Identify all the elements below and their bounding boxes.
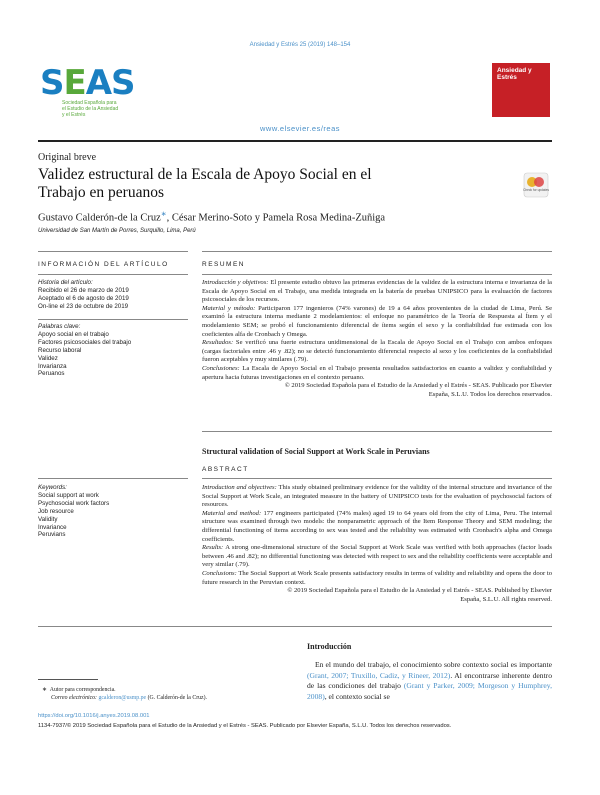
affiliation: Universidad de San Martín de Porres, Surquillo, Lima, Perú <box>38 228 196 234</box>
resumen-paragraph: Conclusiones: La Escala de Apoyo Social en el Trabajo presenta resultados satisfactorios en cuanto a validez y confiabilidad y apertura hacia futuras investigaciones en el contexto peruano. <box>202 364 552 381</box>
info-rule-top <box>38 251 188 252</box>
svg-text:Check for updates: Check for updates <box>523 188 549 192</box>
resumen-paragraph: Resultados: Se verificó una fuerte estructura unidimensional de la Escala de Apoyo Social en el Trabajo con ambos enfoques (cargas factoriales entre .46 y .82); no se detectó funcionamiento diferencial respecto al sexo y los coeficientes de la confiabilidad fueron aceptables y muy similares (.79). <box>202 339 552 364</box>
journal-reference[interactable]: Ansiedad y Estrés 25 (2019) 148–154 <box>249 42 351 48</box>
journal-homepage-link[interactable]: www.elsevier.es/reas <box>259 124 341 133</box>
journal-cover <box>492 63 550 131</box>
keyword-item: Recurso laboral <box>38 346 82 354</box>
keywords-label: Palabras clave: <box>38 323 81 330</box>
history-item: On-line el 23 de octubre de 2019 <box>38 302 129 310</box>
article-history <box>38 279 188 311</box>
info-rule-mid <box>38 319 188 320</box>
abstract-body <box>202 484 552 604</box>
keyword-item: Validity <box>38 515 58 523</box>
abstract-heading: ABSTRACT <box>202 466 249 473</box>
keywords-en-label: Keywords: <box>38 484 67 491</box>
logo-letters: SEAS <box>40 63 135 103</box>
keyword-item: Invarianza <box>38 362 67 370</box>
resumen-rule-end <box>202 431 552 432</box>
resumen-rule-bottom <box>202 274 552 275</box>
resumen-paragraph: Introducción y objetivos: El presente estudio obtuvo las primeras evidencias de la validez de la estructura interna e invarianza de la Escala de Apoyo Social en el Trabajo, una medida integrada en la batería de pruebas UNIPSICO para la evaluación de factores psicosociales de los recursos. <box>202 279 552 304</box>
check-for-updates-badge[interactable] <box>522 172 550 198</box>
keyword-item: Validez <box>38 354 58 362</box>
keywords-en <box>38 484 188 539</box>
history-item: Recibido el 26 de marzo de 2019 <box>38 286 129 294</box>
doi-link[interactable]: https://doi.org/10.1016/j.anyes.2019.08.001 <box>38 713 150 719</box>
keyword-item: Peruanos <box>38 370 65 378</box>
abstract-paragraph: Conclusions: The Social Support at Work Scale presents satisfactory results in terms of validity and reliability and opens the door to future research in the Peruvian context. <box>202 569 552 586</box>
resumen-body <box>202 279 552 399</box>
keyword-item: Social support at work <box>38 491 99 499</box>
keywords-en-rule <box>38 478 188 479</box>
header-divider <box>38 140 552 142</box>
issn-copyright: 1134-7937/© 2019 Sociedad Española para el Estudio de la Ansiedad y el Estrés - SEAS. Publicado por Elsevier España, S.L.U. Todos los derechos reservados. <box>38 723 452 729</box>
keyword-item: Peruvians <box>38 531 66 539</box>
authors: Gustavo Calderón-de la Cruz∗, César Merino-Soto y Pamela Rosa Medina-Zuñiga <box>38 210 386 224</box>
keyword-item: Psychosocial work factors <box>38 499 110 507</box>
resumen-copyright: © 2019 Sociedad Española para el Estudio de la Ansiedad y el Estrés - SEAS. Publicado por Elsevier España, S.L.U. Todos los derechos reservados. <box>284 382 552 398</box>
abstract-paragraph: Introduction and objectives: This study obtained preliminary evidence for the validity of the internal structure and invariance of the Social Support at Work Scale, an integrated measure in the battery of UNIPSICO tests for the evaluation of psychosocial factors of resources. <box>202 484 552 509</box>
info-heading: INFORMACIÓN DEL ARTÍCULO <box>38 261 169 268</box>
history-item: Aceptado el 6 de agosto de 2019 <box>38 294 129 302</box>
check-updates-icon <box>522 172 550 198</box>
abstract-copyright: © 2019 Sociedad Española para el Estudio de la Ansiedad y el Estrés - SEAS. Published by Elsevier España, S.L.U. All rights reserved. <box>287 587 552 603</box>
history-label: Historia del artículo: <box>38 279 93 286</box>
introduction-text: En el mundo del trabajo, el conocimiento sobre contexto social es importante (Grant, 2007; Truxillo, Cadiz, y Rineer, 2012). Al encontrarse inherente dentro de las condiciones del trabajo (Grant y Parker, 2009; Morgeson y Humphrey, 2008), el contexto social se <box>307 660 552 701</box>
info-rule-bottom <box>38 274 188 275</box>
keyword-item: Job resource <box>38 507 74 515</box>
keyword-item: Factores psicosociales del trabajo <box>38 338 132 346</box>
cover-title: Ansiedad y Estrés <box>497 67 532 81</box>
citation-link[interactable]: (Grant, 2007; Truxillo, Cadiz, y Rineer, 2012) <box>307 670 451 680</box>
abstract-rule-end <box>38 626 552 627</box>
resumen-paragraph: Material y método: Participaron 177 ingenieros (74% varones) de 19 a 64 años provenientes de la ciudad de Lima, Perú. Se examinó la estructura interna mediante 2 modelamientos: el enfoque no paramétrico de la Teoría de Respuesta al Ítem y el modelamiento SEM; se probó el funcionamiento diferencial de ítems según el sexo y la confiabilidad fue estimada con los coeficientes alfa de Cronbach y Omega. <box>202 304 552 338</box>
keyword-item: Invariance <box>38 523 67 531</box>
abstract-paragraph: Results: A strong one-dimensional structure of the Social Support at Work Scale was verified with both approaches (factor loads between .46 and .82); no differential functioning was detected with respect to sex and the reliability coefficients were acceptable and very similar (.79). <box>202 544 553 569</box>
keyword-item: Apoyo social en el trabajo <box>38 330 109 338</box>
footnote-correspondence: ∗ Autor para correspondencia. Correo electrónico: gcalderon@usmp.pe (G. Calderón-de la Cruz). <box>42 687 207 701</box>
resumen-rule-top <box>202 251 552 252</box>
article-title: Validez estructural de la Escala de Apoyo Social en el Trabajo en peruanos <box>38 166 372 201</box>
keywords-es <box>38 323 188 378</box>
corresponding-mark[interactable]: ∗ <box>160 210 167 218</box>
abstract-paragraph: Material and method: 177 engineers participated (74% males) aged 19 to 64 years old from the city of Lima, Peru. The internal structure was examined through two models: the nonparametric approach of the Item Response Theory and SEM modeling; the differential functioning of items according to sex was tested and the reliability was estimated with Cronbach's alpha and Omega coefficients. <box>202 509 552 543</box>
introduction-heading: Introducción <box>307 642 352 651</box>
logo-subtitle: Sociedad Española para el Estudio de la Ansiedad y el Estrés <box>62 100 119 118</box>
article-type: Original breve <box>38 152 97 163</box>
english-title: Structural validation of Social Support at Work Scale in Peruvians <box>202 447 430 456</box>
abstract-rule <box>202 478 552 479</box>
resumen-heading: RESUMEN <box>202 261 246 268</box>
citation-link[interactable]: (Grant y Parker, 2009; Morgeson y Humphrey, 2008) <box>307 681 552 701</box>
email-link[interactable]: gcalderon@usmp.pe <box>98 695 147 701</box>
footnote-rule <box>38 679 98 680</box>
